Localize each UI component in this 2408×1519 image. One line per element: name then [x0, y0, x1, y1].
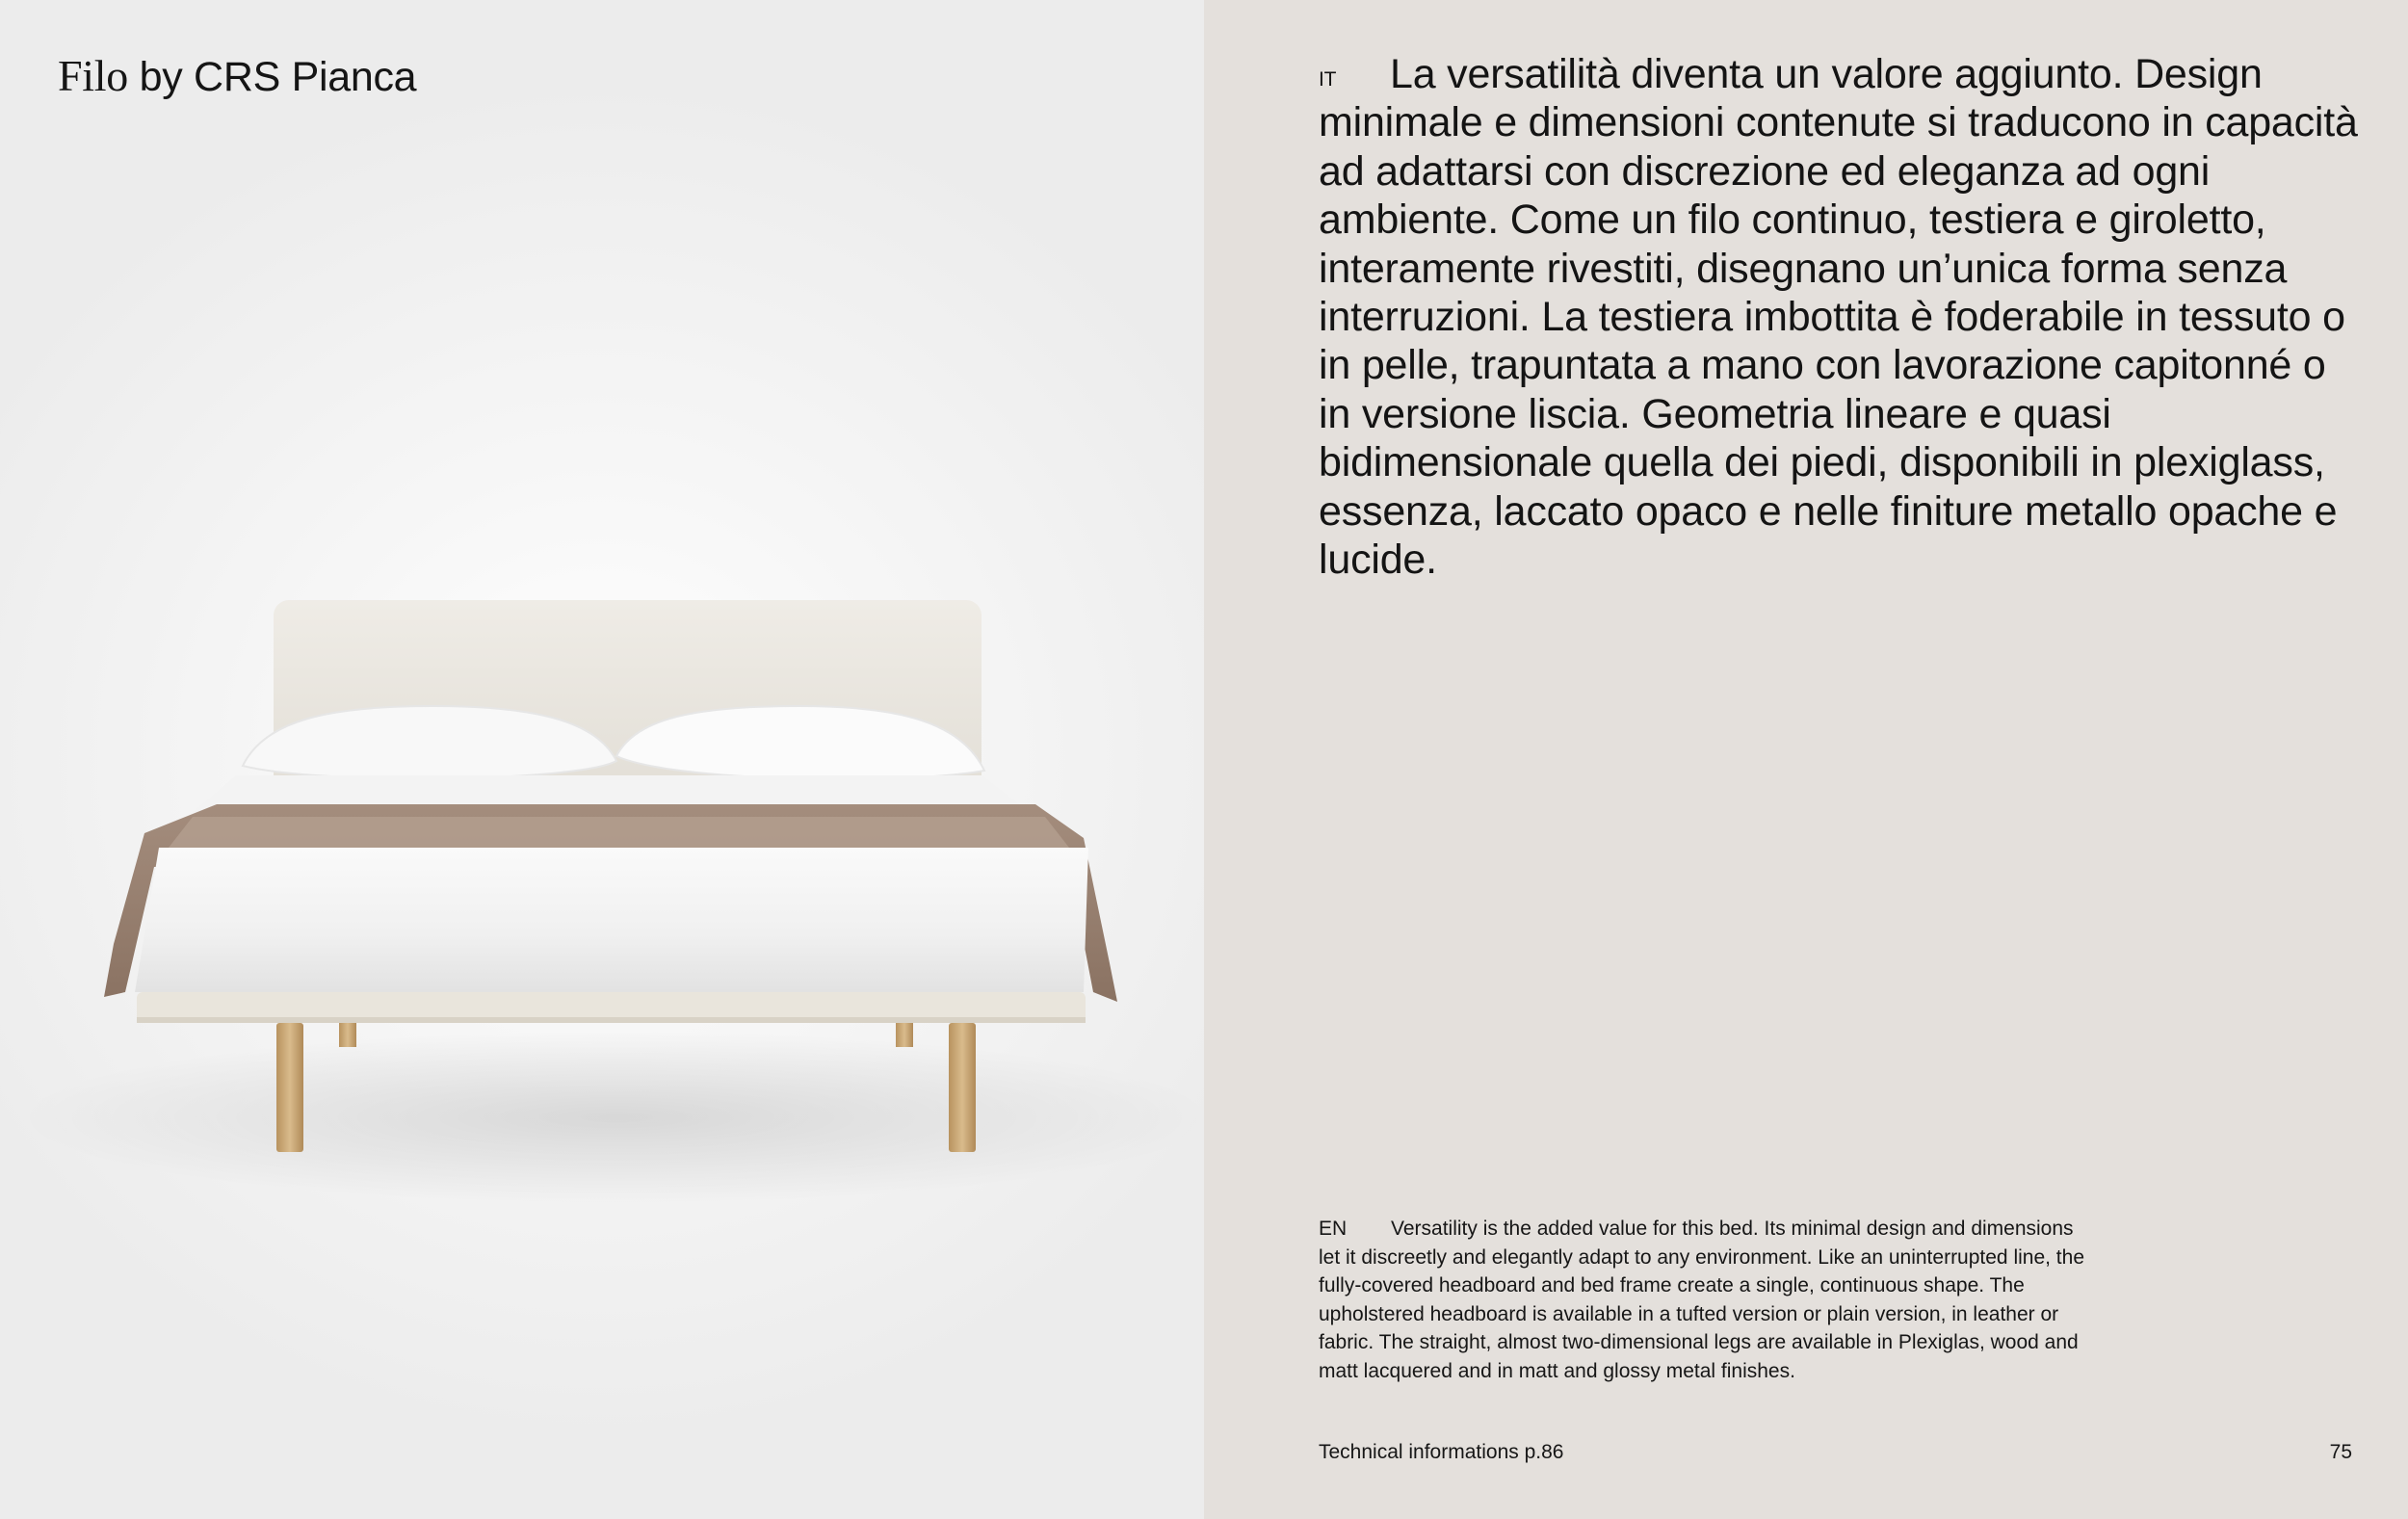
technical-info-link[interactable]: Technical informations p.86 — [1319, 1441, 1564, 1463]
brand-maker: by CRS Pianca — [127, 54, 417, 100]
italian-body: La versatilità diventa un valore aggiunto. Design minimale e dimensioni contenute si traducono in capacità ad adattarsi con discrezione ed eleganza ad ogni ambiente. Come un filo continuo, testiera e giroletto, interamente rivestiti, disegnano un’unica forma senza interruzioni. La testiera imbottita è foderabile in tessuto o in pelle, trapuntata a mano con lavorazione capitonné o in versione liscia. Geometria lineare e quasi bidimensionale quella dei piedi, disponibili in plexiglass, essenza, laccato opaco e nelle finiture metallo opache e lucide. — [1319, 51, 2358, 584]
english-body: Versatility is the added value for this bed. Its minimal design and dimensions let it discreetly and elegantly adapt to any environment. Like an uninterrupted line, the fully-covered headboard and bed frame create a single, continuous shape. The upholstered headboard is available in a tufted version or plain version, in leather or fabric. The straight, almost two-dimensional legs are available in Plexiglas, wood and matt lacquered and in matt and glossy metal finishes. — [1319, 1218, 2084, 1382]
lang-tag-en: EN — [1319, 1218, 1348, 1240]
brand-name: Filo — [58, 51, 128, 100]
italian-description — [1319, 50, 2359, 584]
page-title — [58, 50, 416, 101]
bed-leg — [276, 1023, 303, 1152]
english-description — [1319, 1215, 2089, 1385]
bed-leg — [949, 1023, 976, 1152]
lang-tag-it: IT — [1319, 68, 1337, 91]
page-number: 75 — [2329, 1441, 2352, 1463]
